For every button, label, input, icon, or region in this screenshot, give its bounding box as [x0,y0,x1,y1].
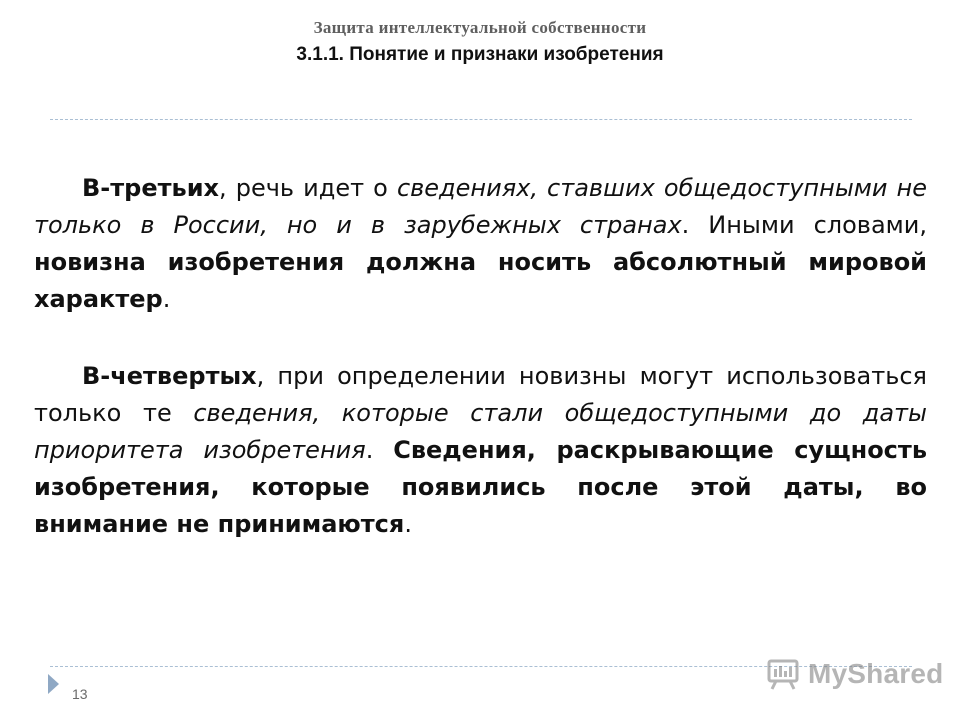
text-segment: Сведения, раскрывающие сущность изобретения, которые появились после этой даты, во внимание не принимаются [34,436,927,538]
text-segment: новизна изобретения должна носить абсолютный мировой характер [34,248,927,313]
slide-body [34,170,927,583]
slide-marker-triangle-icon [48,674,59,694]
text-segment: . [404,510,412,538]
text-segment: В-четвертых [82,362,257,390]
text-segment: сведения, которые стали общедоступными до даты приоритета изобретения [34,399,927,464]
text-segment: В-третьих [82,174,220,202]
watermark [766,654,943,694]
section-title: 3.1.1. Понятие и признаки изобретения [296,44,664,65]
presentation-board-icon [766,656,802,692]
paragraph-third [34,170,927,318]
text-segment: . [162,285,171,313]
top-divider [50,119,912,120]
watermark-text: MyShared [808,658,944,689]
text-segment: . [365,436,394,464]
page-number: 13 [72,686,88,702]
text-segment: сведениях, ставших общедоступными не только в России, но и в зарубежных странах [34,174,928,239]
text-segment: , при определении новизны могут использоваться только те [34,362,927,427]
text-segment: . Иными словами, [681,211,927,239]
course-title: Защита интеллектуальной собственности [313,18,647,37]
paragraph-fourth [34,358,927,543]
text-segment: , речь идет о [219,174,397,202]
